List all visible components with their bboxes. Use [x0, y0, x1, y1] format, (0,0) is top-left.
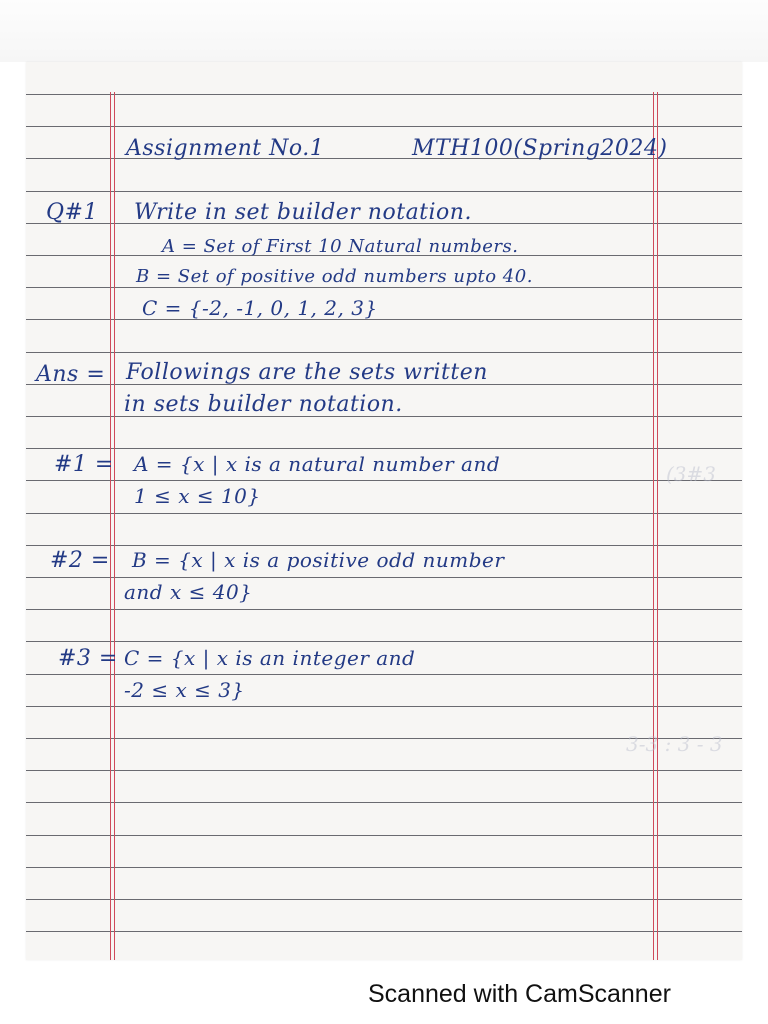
ruled-line — [26, 448, 742, 449]
answer-intro-line2: in sets builder notation. — [124, 392, 403, 417]
question-label: Q#1 — [46, 200, 98, 225]
ruled-line — [26, 480, 742, 481]
ruled-line — [26, 931, 742, 932]
ruled-line — [26, 126, 742, 127]
answer-item-label: #3 = — [58, 646, 118, 671]
ruled-line — [26, 770, 742, 771]
notebook-page — [26, 62, 742, 960]
question-line-a: A = Set of First 10 Natural numbers. — [162, 236, 519, 257]
ruled-line — [26, 545, 742, 546]
answer-label: Ans = — [36, 362, 106, 387]
answer-item-label: #1 = — [54, 452, 114, 477]
ruled-line — [26, 641, 742, 642]
answer-item-line2: 1 ≤ x ≤ 10} — [134, 484, 261, 508]
answer-intro-line1: Followings are the sets written — [126, 360, 488, 385]
bleed-through-mark: 3-3 : 3 - 3 — [626, 732, 723, 756]
ruled-line — [26, 899, 742, 900]
right-margin-line — [657, 92, 658, 960]
right-margin-line — [653, 92, 654, 960]
margin-line — [110, 92, 111, 960]
answer-item-line2: and x ≤ 40} — [124, 580, 253, 604]
ruled-line — [26, 674, 742, 675]
ruled-line — [26, 577, 742, 578]
ruled-line — [26, 352, 742, 353]
ruled-line — [26, 94, 742, 95]
ruled-line — [26, 609, 742, 610]
scan-top-area — [0, 0, 768, 62]
assignment-title: Assignment No.1 — [126, 136, 325, 161]
answer-item-label: #2 = — [50, 548, 110, 573]
ruled-line — [26, 287, 742, 288]
question-instruction: Write in set builder notation. — [134, 200, 472, 225]
answer-item-line1: B = {x | x is a positive odd number — [132, 548, 505, 572]
answer-item-line1: A = {x | x is a natural number and — [134, 452, 501, 476]
ruled-line — [26, 706, 742, 707]
bleed-through-mark: (3#3 — [666, 462, 717, 486]
ruled-line — [26, 191, 742, 192]
question-line-b: B = Set of positive odd numbers upto 40. — [136, 266, 533, 287]
ruled-line — [26, 513, 742, 514]
margin-line — [114, 92, 115, 960]
ruled-line — [26, 802, 742, 803]
scanner-watermark: Scanned with CamScanner — [368, 980, 671, 1008]
course-code: MTH100(Spring2024) — [412, 136, 668, 161]
answer-item-line2: -2 ≤ x ≤ 3} — [124, 678, 245, 702]
question-line-c: C = {-2, -1, 0, 1, 2, 3} — [142, 296, 378, 320]
answer-item-line1: C = {x | x is an integer and — [124, 646, 416, 670]
ruled-line — [26, 867, 742, 868]
ruled-line — [26, 319, 742, 320]
ruled-line — [26, 835, 742, 836]
